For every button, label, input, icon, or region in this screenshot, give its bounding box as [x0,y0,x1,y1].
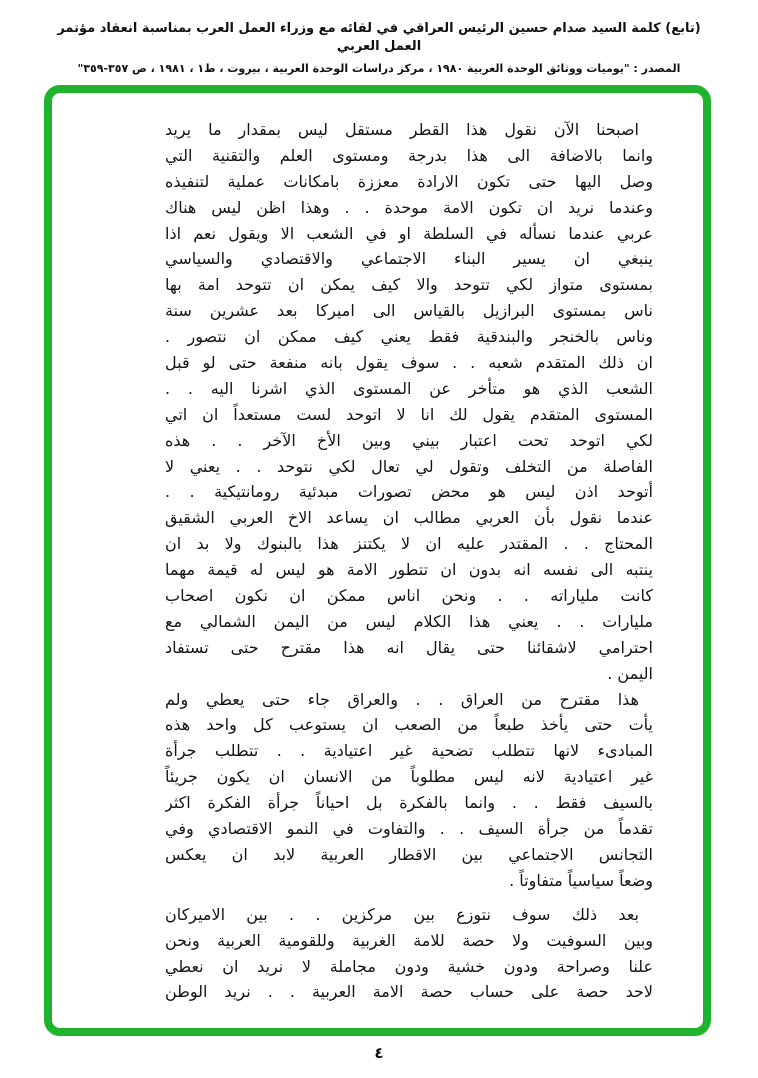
text-line: بمستوى متواز لكي تتوحد والا كيف يمكن ان تتوحد امة بها [165,275,653,295]
text-line: وعندما نريد ان تكون الامة موحدة . . وهذا اظن ليس هناك [165,197,653,217]
text-line: بالسيف فقط . . وانما بالفكرة بل احياناً جرأة الفكرة اكثر [165,793,653,813]
document-title: (تابع) كلمة السيد صدام حسين الرئيس العراقي في لقائه مع وزراء العمل العرب بمناسبة انعقاد مؤتمر العمل العربي [57,21,701,54]
text-line: اصبحنا الآن نقول هذا القطر مستقل ليس بمقدار ما يريد [165,120,639,139]
text-line: لكي اتوحد تحت اعتبار بيني وبين الأخ الآخر . . هذه [165,430,653,450]
text-line: هذا مقترح من العراق . . والعراق جاء حتى يعطي ولم [165,689,639,709]
text-line: المحتاج . . المقتدر عليه ان لا يكتنز هذا بالبنوك ولا بد ان [165,534,653,554]
text-line: التجانس الاجتماعي بين الاقطار العربية لابد ان يعكس [165,844,653,864]
text-line: يأت حتى يأخذ طبعاً من الصعب ان يستوعب كل واحد هذه [165,715,653,735]
text-line: الشعب الذي هو متأخر عن المستوى الذي اشرنا اليه . . [165,378,653,398]
text-line: المبادىء لانها تتطلب تضحية غير اعتيادية . . تتطلب جرأة [165,741,653,761]
text-line: المستوى المتقدم يقول لك انا لا اتوحد لست مستعداً ان اتي [165,404,653,424]
text-line: وانما بالاضافة الى هذا بدرجة ومستوى العلم والتقنية التي [165,145,653,165]
text-line: ينبغي ان يسير البناء الاجتماعي والاقتصادي والسياسي [165,249,653,269]
text-line: علنا وصراحة ودون خشية ودون مجاملة لا نريد ان نعطي [165,956,653,976]
text-line: الفاصلة من التخلف وتقول لي تعال لكي نتوحد . . يعني لا [165,456,653,476]
text-body [165,117,653,1005]
text-line: غير اعتيادية لانه ليس مطلوباً من الانسان ان يكون جريئاً [165,767,653,787]
text-line: أتوحد اذن ليس هو محض تصورات مبدئية رومانتيكية . . [165,482,653,502]
text-line: عندما نقول بأن العربي مطالب ان يساعد الاخ العربي الشقيق [165,508,653,528]
document-source: المصدر : "يوميات ووثائق الوحدة العربية ١٩٨٠ ، مركز دراسات الوحدة العربية ، بيروت ، ط١ ، ١٩٨١ ، ص ٣٥٧-٣٥٩" [77,62,681,75]
paragraph-1 [165,117,653,687]
page-number: ٤ [374,1044,384,1062]
text-line: ينتبه الى نفسه انه بدون ان تتطور الامة هو ليس له قيمة مهما [165,560,653,580]
text-line: وبين السوفيت ولا حصة للامة الغربية وللقومية العربية ونحن [165,930,653,950]
document-frame [44,85,711,1036]
text-line: وناس بالخنجر والبندقية فقط يعني كيف ممكن ان نتصور . [165,327,653,347]
paragraph-2 [165,687,653,894]
text-line: ناس بمستوى البرازيل بالقياس الى اميركا بعد عشرين سنة [165,301,653,321]
text-line: بعد ذلك سوف نتوزع بين مركزين . . بين الاميركان [165,904,639,924]
text-line: اليمن . [607,663,653,683]
text-line: لاحد حصة على حساب حصة الامة العربية . . نريد الوطن [165,982,653,1002]
text-line: احترامي لاشقائنا حتى يقال انه هذا مقترح حتى تستفاد [165,637,653,657]
paragraph-3 [165,902,653,1006]
text-line: ان ذلك المتقدم شعبه . . سوف يقول بانه منفعة حتى لو قبل [165,353,653,373]
text-line: مليارات . . يعني هذا الكلام ليس من اليمن الشمالي مع [165,611,653,631]
text-line: وصل اليها حتى تكون الارادة معززة بامكانات عملية لتنفيذه [165,171,653,191]
page-header [0,20,758,77]
text-line: وضعاً سياسياً متفاوتاً . [509,870,653,890]
text-line: عربي عندما نسأله في السلطة او في الشعب الا ويقول نعم اذا [165,223,653,243]
text-line: كانت ملياراته . . ونحن اناس ممكن ان نكون اصحاب [165,586,653,606]
text-line: تقدماً من جرأة السيف . . والتفاوت في النمو الاقتصادي وفي [165,819,653,839]
